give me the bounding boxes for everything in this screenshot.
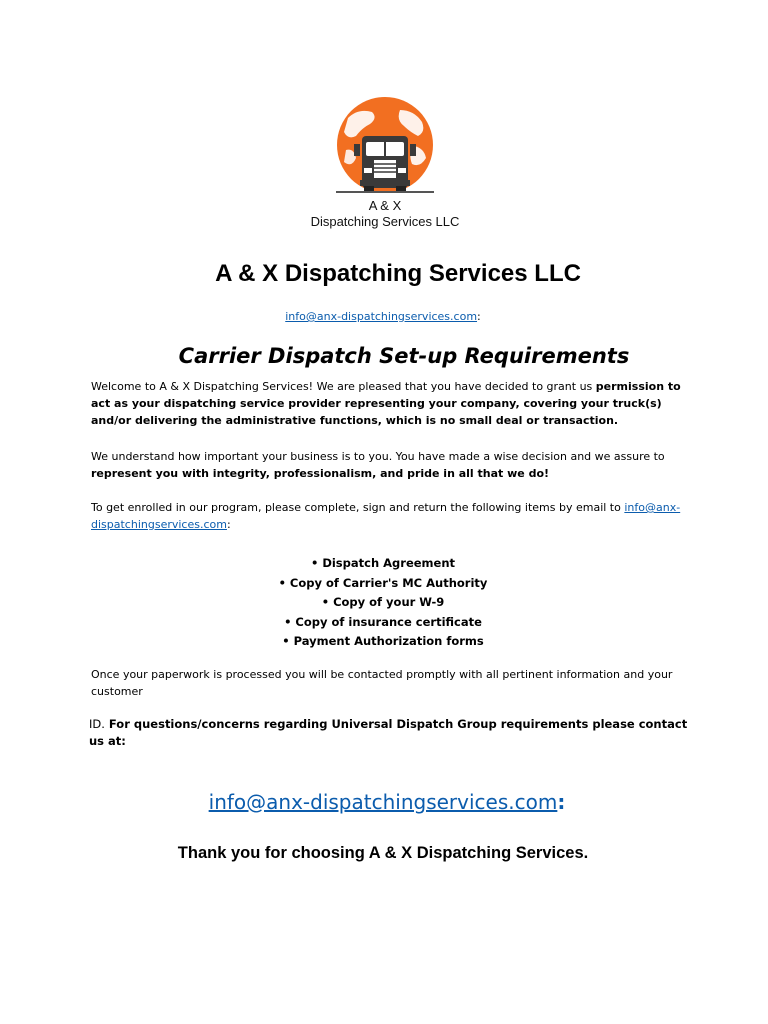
contact-email-colon: : xyxy=(557,790,566,814)
list-item: • Payment Authorization forms xyxy=(282,634,484,649)
header-email-line xyxy=(0,310,766,323)
assurance-text-bold: represent you with integrity, professionalism, and pride in all that we do! xyxy=(91,467,550,480)
welcome-text-bold: permission to act as your dispatching service provider representing your company, covering your truck(s) and/or delivering the administrative functions, which is no small deal or transaction. xyxy=(91,380,681,427)
contact-text: For questions/concerns regarding Universal Dispatch Group requirements please contact us at: xyxy=(89,717,688,748)
logo-text-line1: A & X xyxy=(368,198,402,213)
assurance-text: We understand how important your business is to you. You have made a wise decision and we assure to xyxy=(91,450,665,463)
list-item: • Dispatch Agreement xyxy=(310,556,456,570)
enrollment-email-link[interactable]: info@anx-dispatchingservices.com xyxy=(91,501,681,531)
section-title: Carrier Dispatch Set-up Requirements xyxy=(178,344,630,368)
list-item: • Copy of insurance certificate xyxy=(284,614,482,629)
logo-text-line2: Dispatching Services LLC xyxy=(310,214,460,229)
enrollment-text: To get enrolled in our program, please complete, sign and return the following items by email to xyxy=(91,501,625,514)
enrollment-paragraph xyxy=(91,499,691,533)
header-email-colon: : xyxy=(477,310,481,323)
list-item: • Copy of Carrier's MC Authority xyxy=(278,575,488,590)
welcome-paragraph xyxy=(91,378,691,429)
contact-email-line xyxy=(0,790,768,814)
assurance-paragraph xyxy=(91,448,691,482)
contact-prefix: ID. xyxy=(89,717,105,731)
processing-paragraph: Once your paperwork is processed you will be contacted promptly with all pertinent information and your customer xyxy=(91,668,673,698)
contact-email-link[interactable]: info@anx-dispatchingservices.com xyxy=(208,790,558,814)
enrollment-colon: : xyxy=(226,518,231,531)
contact-paragraph xyxy=(89,716,689,750)
required-items-list xyxy=(0,554,766,652)
welcome-text: Welcome to A & X Dispatching Services! We are pleased that you have decided to grant us xyxy=(91,380,596,393)
header-email-link[interactable]: info@anx-dispatchingservices.com xyxy=(285,310,478,323)
closing-message: Thank you for choosing A & X Dispatching Services. xyxy=(177,844,589,862)
company-title: A & X Dispatching Services LLC xyxy=(215,260,581,287)
list-item: • Copy of your W-9 xyxy=(321,595,445,610)
